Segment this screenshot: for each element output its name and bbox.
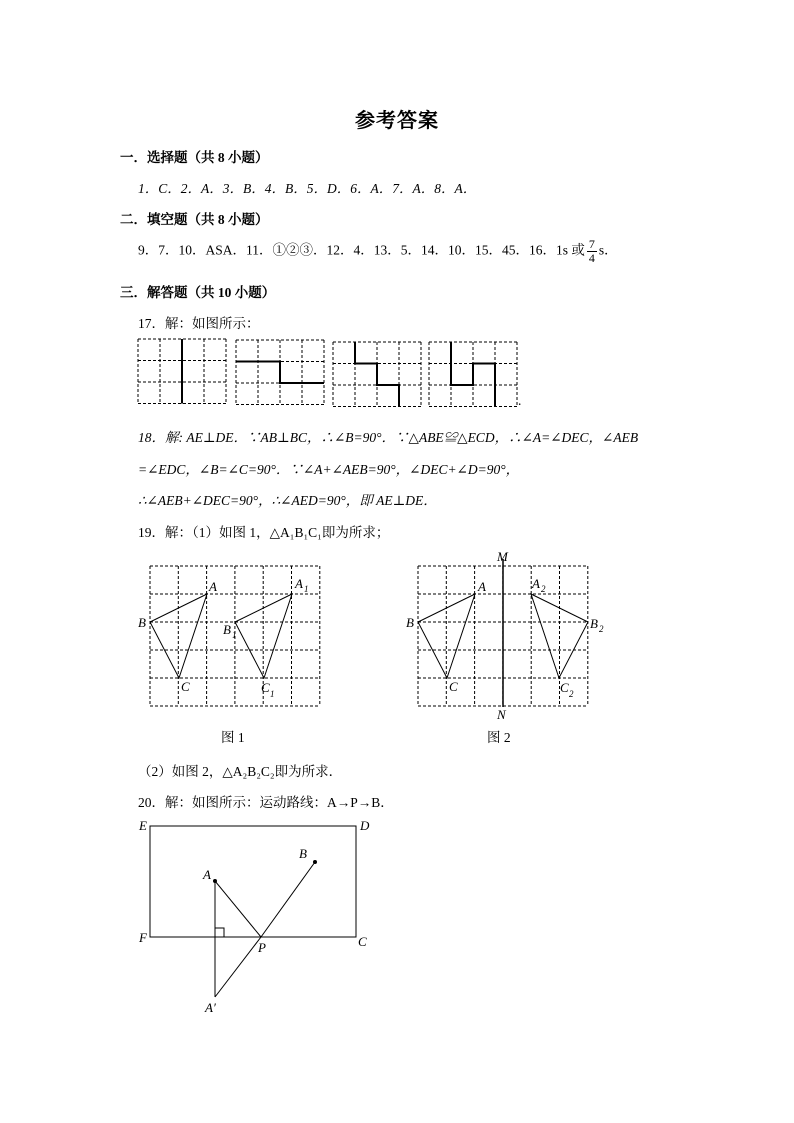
page-title: 参考答案 [355,110,439,132]
point-A [213,879,217,883]
label-A-prime: A′ [205,1000,216,1015]
segment-PB [261,862,315,937]
q19-line1: 19．解：（1）如图 1，△A₁B₁C₁即为所求； [138,525,390,540]
svg-text:1: 1 [270,689,275,699]
label-C2: C [560,680,569,695]
label-B1: B [223,622,231,637]
label-A1: A [295,576,303,591]
label-A-fig2: A [478,579,486,594]
label-F: F [139,930,147,945]
label-B: B [138,615,146,630]
q19-line2: （2）如图 2，△A₂B₂C₂即为所求． [138,764,343,779]
svg-text:1: 1 [232,630,237,640]
label-A: A [209,579,217,594]
section-heading-choice: 一．选择题（共 8 小题） [120,150,269,165]
choice-answers: 1．C．2．A．3．B．4．B．5．D．6．A．7．A．8．A． [138,181,477,196]
label-E: E [139,818,147,833]
label-C1: C [261,680,270,695]
svg-text:2: 2 [569,689,574,699]
label-B-fig2: B [406,615,414,630]
right-angle-mark [215,928,224,937]
point-B [313,860,317,864]
label-N: N [497,707,506,722]
q18-line3: ∴∠AEB+∠DEC=90°，∴∠AED=90°，即 AE⊥DE． [138,493,437,508]
section-heading-solve: 三．解答题（共 10 小题） [120,285,276,300]
svg-text:1: 1 [304,584,309,594]
rectangle-EDCF [150,826,356,937]
segment-AP [215,881,261,937]
fill-answers-suffix: s． [598,242,618,258]
q20-line1: 20．解：如图所示：运动路线：A→P→B． [138,795,394,810]
label-P: P [258,940,266,955]
label-C: C [358,934,367,949]
q17-text: 17．解：如图所示： [138,316,260,331]
q18-line1: 18．解: AE⊥DE．∵AB⊥BC，∴∠B=90°．∵△ABE≌△ECD，∴∠A=∠DEC，∠AEB [138,430,639,445]
svg-text:2: 2 [599,624,604,634]
section-heading-fill: 二．填空题（共 8 小题） [120,212,269,227]
q18-line2: =∠EDC，∠B=∠C=90°．∵∠A+∠AEB=90°，∠DEC+∠D=90°， [138,462,520,477]
label-A: A [203,867,211,882]
label-B2: B [590,616,598,631]
label-C: C [181,679,190,694]
fig2-caption: 图 2 [487,730,511,745]
label-A2: A [532,576,540,591]
fig1-caption: 图 1 [221,730,245,745]
segment-PA-prime [215,937,261,997]
svg-text:2: 2 [541,584,546,594]
label-C-fig2: C [449,679,458,694]
fill-answers-text: 9．7．10．ASA．11．①②③．12．4．13．5．14．10．15．45．16．1s 或 [138,242,585,258]
fraction-7-4: $\frac{7}{4}$ [588,237,595,265]
label-D: D [360,818,370,833]
q17-trail: . [518,393,522,408]
label-M: M [497,549,508,564]
label-B: B [299,846,307,861]
